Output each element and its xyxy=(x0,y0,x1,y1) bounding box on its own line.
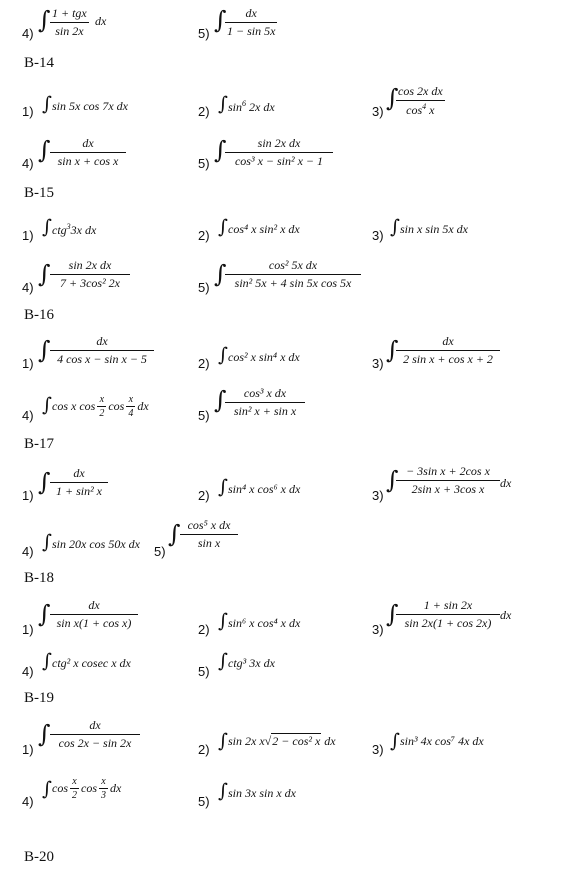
item-label: 4) xyxy=(22,156,34,171)
denominator: sin² x + sin x xyxy=(233,404,297,418)
denominator: cos³ x − sin² x − 1 xyxy=(234,154,324,168)
denominator: 1 + sin² x xyxy=(55,484,103,498)
numerator: dx xyxy=(50,136,126,153)
item-label: 1) xyxy=(22,488,34,503)
item-label: 1) xyxy=(22,228,34,243)
fraction xyxy=(225,258,361,291)
integrand: sin 2x x√2 − cos² x dx xyxy=(228,734,336,748)
fraction xyxy=(396,598,500,631)
integral-sign: ∫ xyxy=(38,600,51,628)
integral-sign: ∫ xyxy=(218,650,228,672)
integral-sign: ∫ xyxy=(386,600,399,628)
integrand: sin³ 4x cos⁷ 4x dx xyxy=(400,734,484,748)
fraction xyxy=(50,466,108,499)
integral-sign: ∫ xyxy=(218,476,228,498)
integral-sign: ∫ xyxy=(390,216,400,238)
integral-sign: ∫ xyxy=(386,84,399,112)
integrand: ctg² x cosec x dx xyxy=(52,656,131,670)
item-label: 4) xyxy=(22,794,34,809)
integral-sign: ∫ xyxy=(42,531,52,553)
denominator: 4 cos x − sin x − 5 xyxy=(57,352,147,366)
item-label: 3) xyxy=(372,104,384,119)
numerator: − 3sin x + 2cos x xyxy=(396,464,500,481)
dx: dx xyxy=(500,608,512,622)
numerator: cos³ x dx xyxy=(225,386,305,403)
integral-sign: ∫ xyxy=(168,520,181,548)
fraction xyxy=(180,518,238,551)
integral-sign: ∫ xyxy=(38,468,51,496)
numerator: dx xyxy=(50,334,154,351)
integral-sign: ∫ xyxy=(42,216,52,238)
fraction xyxy=(50,6,89,39)
item-label: 2) xyxy=(198,488,210,503)
integral-sign: ∫ xyxy=(38,336,51,364)
section-title: В-20 xyxy=(24,849,54,865)
item-label: 2) xyxy=(198,228,210,243)
item-label: 4) xyxy=(22,280,34,295)
integrand: sin 5x cos 7x dx xyxy=(52,99,128,113)
denominator: sin x xyxy=(197,536,221,550)
integral-sign: ∫ xyxy=(218,344,228,366)
integral-sign: ∫ xyxy=(218,93,228,115)
denominator: sin 2x xyxy=(55,24,84,38)
integral-sign: ∫ xyxy=(390,730,400,752)
item-label: 5) xyxy=(154,544,166,559)
numerator: dx xyxy=(50,598,138,615)
integral-sign: ∫ xyxy=(218,610,228,632)
dx: dx xyxy=(500,476,512,490)
integral-sign: ∫ xyxy=(214,260,227,288)
item-label: 4) xyxy=(22,408,34,423)
denominator: sin x(1 + cos x) xyxy=(56,616,132,630)
section-title: В-19 xyxy=(24,690,54,706)
item-label: 2) xyxy=(198,622,210,637)
numerator: dx xyxy=(396,334,500,351)
fraction xyxy=(50,258,130,291)
item-label: 5) xyxy=(198,156,210,171)
section-title: В-15 xyxy=(24,185,54,201)
integrand: cos $\frac{x}{2}$ cos $\frac{x}{3}$ dx xyxy=(52,776,122,801)
integrand: sin 3x sin x dx xyxy=(228,786,296,800)
item-label: 4) xyxy=(22,544,34,559)
item-label: 1) xyxy=(22,742,34,757)
item-label: 5) xyxy=(198,408,210,423)
item-label: 2) xyxy=(198,104,210,119)
fraction xyxy=(396,84,445,118)
denominator: $\cos^4 x$ xyxy=(406,102,435,117)
fraction xyxy=(396,464,500,497)
denominator: sin² 5x + 4 sin 5x cos 5x xyxy=(234,276,352,290)
denominator: sin 2x(1 + cos 2x) xyxy=(404,616,492,630)
integrand: $\sin^6 2x$ dx xyxy=(228,99,275,114)
numerator: cos 2x dx xyxy=(396,84,445,101)
fraction xyxy=(50,136,126,169)
fraction xyxy=(225,136,333,169)
integral-sign: ∫ xyxy=(218,780,228,802)
denominator: 2 sin x + cos x + 2 xyxy=(403,352,493,366)
section-title: В-16 xyxy=(24,307,54,323)
numerator: 1 + sin 2x xyxy=(396,598,500,615)
denominator: sin x + cos x xyxy=(57,154,119,168)
denominator: cos 2x − sin 2x xyxy=(58,736,132,750)
numerator: sin 2x dx xyxy=(50,258,130,275)
integral-sign: ∫ xyxy=(214,386,227,414)
fraction xyxy=(50,718,140,751)
item-label: 4) xyxy=(22,664,34,679)
denominator: 7 + 3cos² 2x xyxy=(59,276,121,290)
denominator: 1 − sin 5x xyxy=(227,24,276,38)
integrand: ctg$^3$3x dx xyxy=(52,222,97,237)
section-title: В-14 xyxy=(24,55,54,71)
integral-sign: ∫ xyxy=(218,216,228,238)
dx: dx xyxy=(95,14,107,28)
integral-sign: ∫ xyxy=(38,260,51,288)
integrand: ctg³ 3x dx xyxy=(228,656,275,670)
item-label: 3) xyxy=(372,742,384,757)
integrand: cos x cos $\frac{x}{2}$ cos $\frac{x}{4}$ dx xyxy=(52,394,149,419)
numerator: dx xyxy=(225,6,277,23)
integral-sign: ∫ xyxy=(42,394,52,416)
numerator: dx xyxy=(50,466,108,483)
integrand: sin⁶ x cos⁴ x dx xyxy=(228,616,301,630)
integral-sign: ∫ xyxy=(42,778,52,800)
numerator: sin 2x dx xyxy=(225,136,333,153)
fraction xyxy=(396,334,500,367)
item-label: 5) xyxy=(198,26,210,41)
item-label: 1) xyxy=(22,356,34,371)
item-label: 2) xyxy=(198,356,210,371)
integrand: sin⁴ x cos⁶ x dx xyxy=(228,482,301,496)
integral-sign: ∫ xyxy=(42,650,52,672)
fraction xyxy=(50,598,138,631)
item-label: 5) xyxy=(198,794,210,809)
item-label: 1) xyxy=(22,622,34,637)
fraction xyxy=(225,386,305,419)
item-label: 3) xyxy=(372,488,384,503)
integral-sign: ∫ xyxy=(214,136,227,164)
integral-sign: ∫ xyxy=(386,466,399,494)
section-title: В-18 xyxy=(24,570,54,586)
item-label: 2) xyxy=(198,742,210,757)
item-label: 3) xyxy=(372,228,384,243)
item-label: 3) xyxy=(372,622,384,637)
integral-sign: ∫ xyxy=(214,6,227,34)
integrand: sin 20x cos 50x dx xyxy=(52,537,140,551)
numerator: cos⁵ x dx xyxy=(180,518,238,535)
integral-sign: ∫ xyxy=(38,720,51,748)
fraction xyxy=(50,334,154,367)
integral-sign: ∫ xyxy=(38,136,51,164)
integrand: cos⁴ x sin² x dx xyxy=(228,222,300,236)
integral-sign: ∫ xyxy=(386,336,399,364)
item-label: 5) xyxy=(198,664,210,679)
numerator: cos² 5x dx xyxy=(225,258,361,275)
item-label: 5) xyxy=(198,280,210,295)
denominator: 2sin x + 3cos x xyxy=(411,482,485,496)
integral-sign: ∫ xyxy=(218,730,228,752)
integral-sign: ∫ xyxy=(42,93,52,115)
integrand: sin x sin 5x dx xyxy=(400,222,468,236)
section-title: В-17 xyxy=(24,436,54,452)
numerator: 1 + tgx xyxy=(50,6,89,23)
integrand: cos² x sin⁴ x dx xyxy=(228,350,300,364)
numerator: dx xyxy=(50,718,140,735)
fraction xyxy=(225,6,277,39)
integral-sign: ∫ xyxy=(38,6,51,34)
item-label: 3) xyxy=(372,356,384,371)
item-label: 4) xyxy=(22,26,34,41)
item-label: 1) xyxy=(22,104,34,119)
